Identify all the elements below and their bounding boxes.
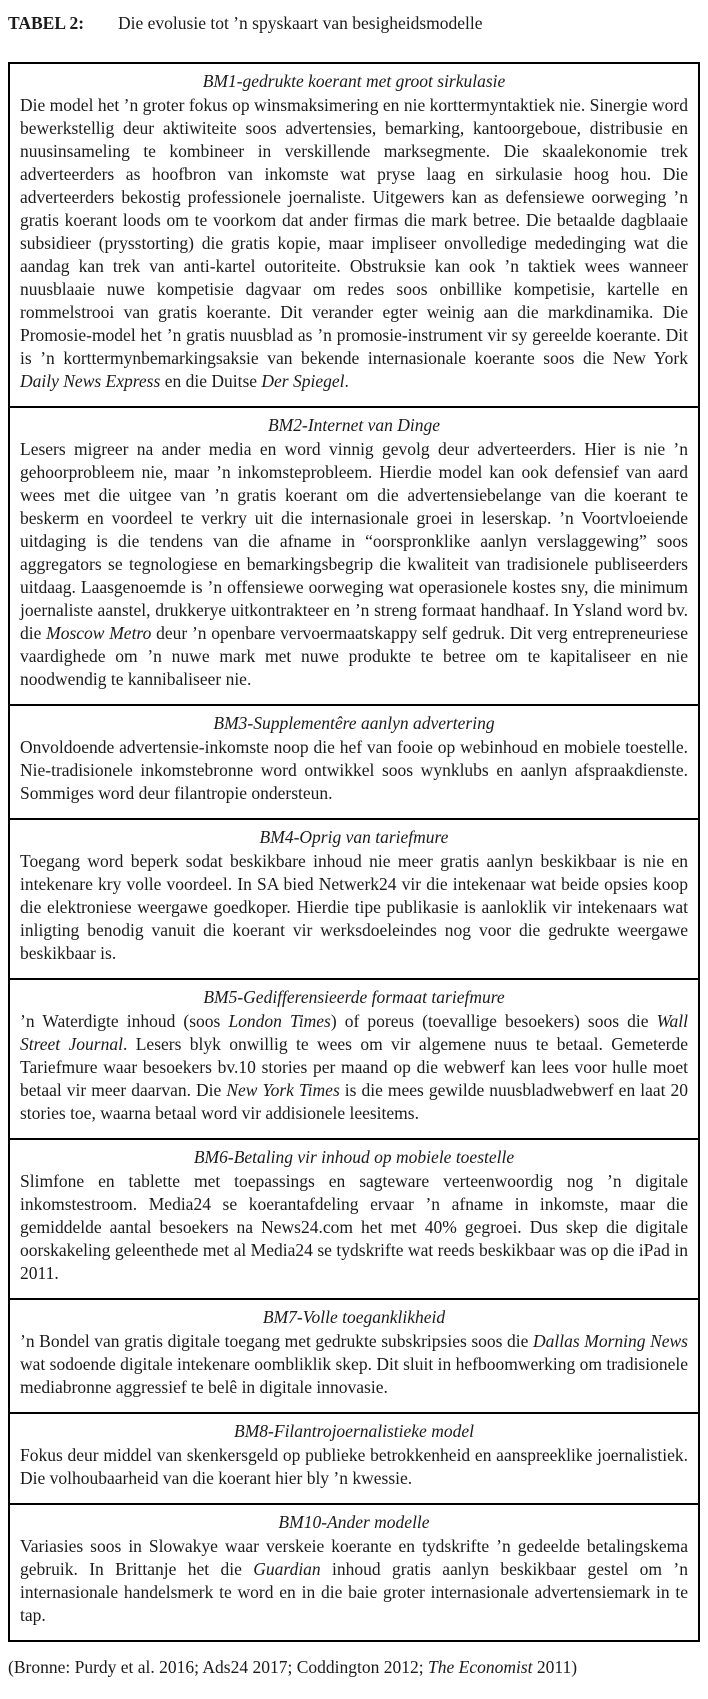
section-body: [20, 736, 688, 805]
publication-title: Guardian: [253, 1559, 321, 1579]
section-heading: BM2-Internet van Dinge: [267, 415, 441, 435]
text-run: deur ’n openbare vervoermaatskappy self gedruk. Dit verg entrepreneuriese vaardighede om ’n nuwe mark met nuwe produkte te betree om te kapitaliseer en nie noodwendig te kannibaliseer nie.: [20, 623, 688, 689]
sources-line: [8, 1656, 700, 1679]
text-run: (Bronne: Purdy et al. 2016; Ads24 2017; Coddington 2012;: [8, 1657, 428, 1677]
table-row-bm1: [10, 64, 698, 408]
section-heading: BM3-Supplementêre aanlyn advertering: [213, 713, 495, 733]
section-heading: BM4-Oprig van tariefmure: [259, 827, 449, 847]
publication-title: Daily News Express: [20, 371, 161, 391]
table-row-bm3: [10, 706, 698, 820]
section-heading: BM1-gedrukte koerant met groot sirkulasie: [202, 71, 506, 91]
text-run: . Lesers blyk onwillig te wees om vir algemene nuus te betaal. Gemeterde Tariefmure waar besoekers bv.10 stories per maand op die webwerf kan lees voor hulle moet betaal vir meer daarvan. Die: [20, 1034, 688, 1100]
text-run: Die model het ’n groter fokus op winsmaksimering en nie korttermyntaktiek nie. Sinergie word bewerkstellig deur aktiwiteite soos advertensies, bemarking, kantoorgeboue, distribusie en nuusinsameling te kombineer in verskillende marksegmente. Die skaalekonomie trek adverteerders as hoofbron van inkomste wat pryse laag en sirkulasie hoog hou. Die adverteerders bekostig professionele joernaliste. Uitgewers kan as defensiewe oorweging ’n gratis koerant loods om te voorkom dat ander firmas die mark betree. Die betaalde dagblaaie subsidieer (prysstorting) die gratis kopie, maar impliseer onvolledige mededinging wat die aandag kan trek van anti-kartel outoriteite. Obstruksie kan ook ’n taktiek wees wanneer nuusblaaie nuwe kompetisie dagvaar om redes soos onbillike kompetisie, kartelle en rommelstrooi van gratis koerante. Dit verander egter weinig aan die markdinamika. Die Promosie-model het ’n gratis nuusblad as ’n promosie-instrument vir sy gereelde koerante. Dit is ’n korttermynbemarkingsaksie van bekende internasionale koerante soos die New York: [20, 95, 688, 368]
text-run: en die Duitse: [160, 371, 262, 391]
text-run: is die mees gewilde nuusbladwebwerf en laat 20 stories toe, waarna betaal word vir addisionele leesitems.: [20, 1080, 688, 1123]
text-run: .: [344, 371, 349, 391]
section-body: [20, 1330, 688, 1399]
section-heading: BM5-Gedifferensieerde formaat tariefmure: [203, 987, 505, 1007]
section-heading: BM7-Volle toeganklikheid: [262, 1307, 446, 1327]
section-heading: BM6-Betaling vir inhoud op mobiele toestelle: [193, 1147, 515, 1167]
table-caption-label: TABEL 2:: [8, 13, 85, 33]
business-models-table: [8, 62, 700, 1642]
section-body: [20, 438, 688, 691]
publication-title: The Economist: [428, 1657, 533, 1677]
text-run: ) of poreus (toevallige besoekers) soos die: [330, 1011, 657, 1031]
section-body: [20, 850, 688, 965]
publication-title: London Times: [228, 1011, 331, 1031]
publication-title: Moscow Metro: [46, 623, 152, 643]
section-body: [20, 94, 688, 393]
publication-title: New York Times: [226, 1080, 340, 1100]
publication-title: Dallas Morning News: [533, 1331, 688, 1351]
section-body: [20, 1170, 688, 1285]
text-run: wat sodoende digitale intekenare oombliklik skep. Dit sluit in hefboomwerking om tradisionele mediabronne aggressief te belê in digitale innovasie.: [20, 1354, 688, 1397]
table-row-bm5: [10, 980, 698, 1140]
text-run: 2011): [532, 1657, 578, 1677]
text-run: Variasies soos in Slowakye waar verskeie koerante en tydskrifte ’n gedeelde betalingskema gebruik. In Brittanje het die: [20, 1536, 688, 1579]
text-run: Toegang word beperk sodat beskikbare inhoud nie meer gratis aanlyn beskikbaar is nie en intekenare kry volle voordeel. In SA bied Netwerk24 vir die intekenaar wat beide opsies koop die elektroniese weergawe goedkoper. Hierdie tipe publikasie is aanloklik vir intekenaars wat inligting benodig vanuit die koerant vir werksdoeleindes nog voor die gedrukte weergawe beskikbaar is.: [20, 851, 688, 963]
table-row-bm10: [10, 1505, 698, 1640]
section-body: [20, 1010, 688, 1125]
table-row-bm7: [10, 1300, 698, 1414]
text-run: Lesers migreer na ander media en word vinnig gevolg deur adverteerders. Hier is nie ’n gehoorprobleem nie, maar ’n inkomsteprobleem. Hierdie model kan ook defensief van aard wees met die uitgee van ’n gratis koerant om die advertensiebelange van die koerant te beskerm en voordeel te verkry uit die internasionale groei in leserskap. ’n Voortvloeiende uitdaging is die tendens van die afname in “oorspronklike aanlyn verslaggewing” soos aggregators se tegnologiese en bemarkingsbegrip die kwaliteit van tradisionele publiseerders uitdaag. Laasgenoemde is ’n offensiewe oorweging wat operasionele kostes sny, die minimum joernaliste aanstel, drukkerye uitkontrakteer en ’n streng formaat handhaaf. In Ysland word bv. die: [20, 439, 688, 643]
table-caption-text: Die evolusie tot ’n spyskaart van besigheidsmodelle: [118, 13, 483, 33]
text-run: ’n Bondel van gratis digitale toegang met gedrukte subskripsies soos die: [20, 1331, 533, 1351]
text-run: ’n Waterdigte inhoud (soos: [20, 1011, 229, 1031]
publication-title: Der Spiegel: [261, 371, 345, 391]
text-run: Fokus deur middel van skenkersgeld op publieke betrokkenheid en aanspreeklike joernalistiek. Die volhoubaarheid van die koerant hier bly ’n kwessie.: [20, 1445, 688, 1488]
table-row-bm4: [10, 820, 698, 980]
table-row-bm6: [10, 1140, 698, 1300]
section-heading: BM8-Filantrojoernalistieke model: [234, 1421, 474, 1441]
text-run: Slimfone en tablette met toepassings en sagteware verteenwoordig nog ’n digitale inkomstestroom. Media24 se koerantafdeling ervaar ’n afname in inkomste, maar die gemiddelde aantal besoekers na News24.com het met 40% gegroei. Dus skep die digitale oorskakeling geleenthede met al Media24 se tydskrifte wat reeds beskikbaar was op die iPad in 2011.: [20, 1171, 688, 1283]
table-row-bm2: [10, 408, 698, 706]
publication-title: Wall Street Journal: [20, 1011, 689, 1054]
text-run: inhoud gratis aanlyn beskikbaar gestel om ’n internasionale handelsmerk te word en in die baie groter internasionale advertensiemark in te tap.: [20, 1559, 688, 1625]
section-heading: BM10-Ander modelle: [278, 1512, 430, 1532]
table-row-bm8: [10, 1414, 698, 1505]
table-caption: [8, 12, 700, 35]
section-body: [20, 1444, 688, 1490]
text-run: Onvoldoende advertensie-inkomste noop die hef van fooie op webinhoud en mobiele toestelle. Nie-tradisionele inkomstebronne word ontwikkel soos wynklubs en aanlyn afspraakdienste. Sommiges word deur filantropie ondersteun.: [20, 737, 688, 803]
section-body: [20, 1535, 688, 1627]
